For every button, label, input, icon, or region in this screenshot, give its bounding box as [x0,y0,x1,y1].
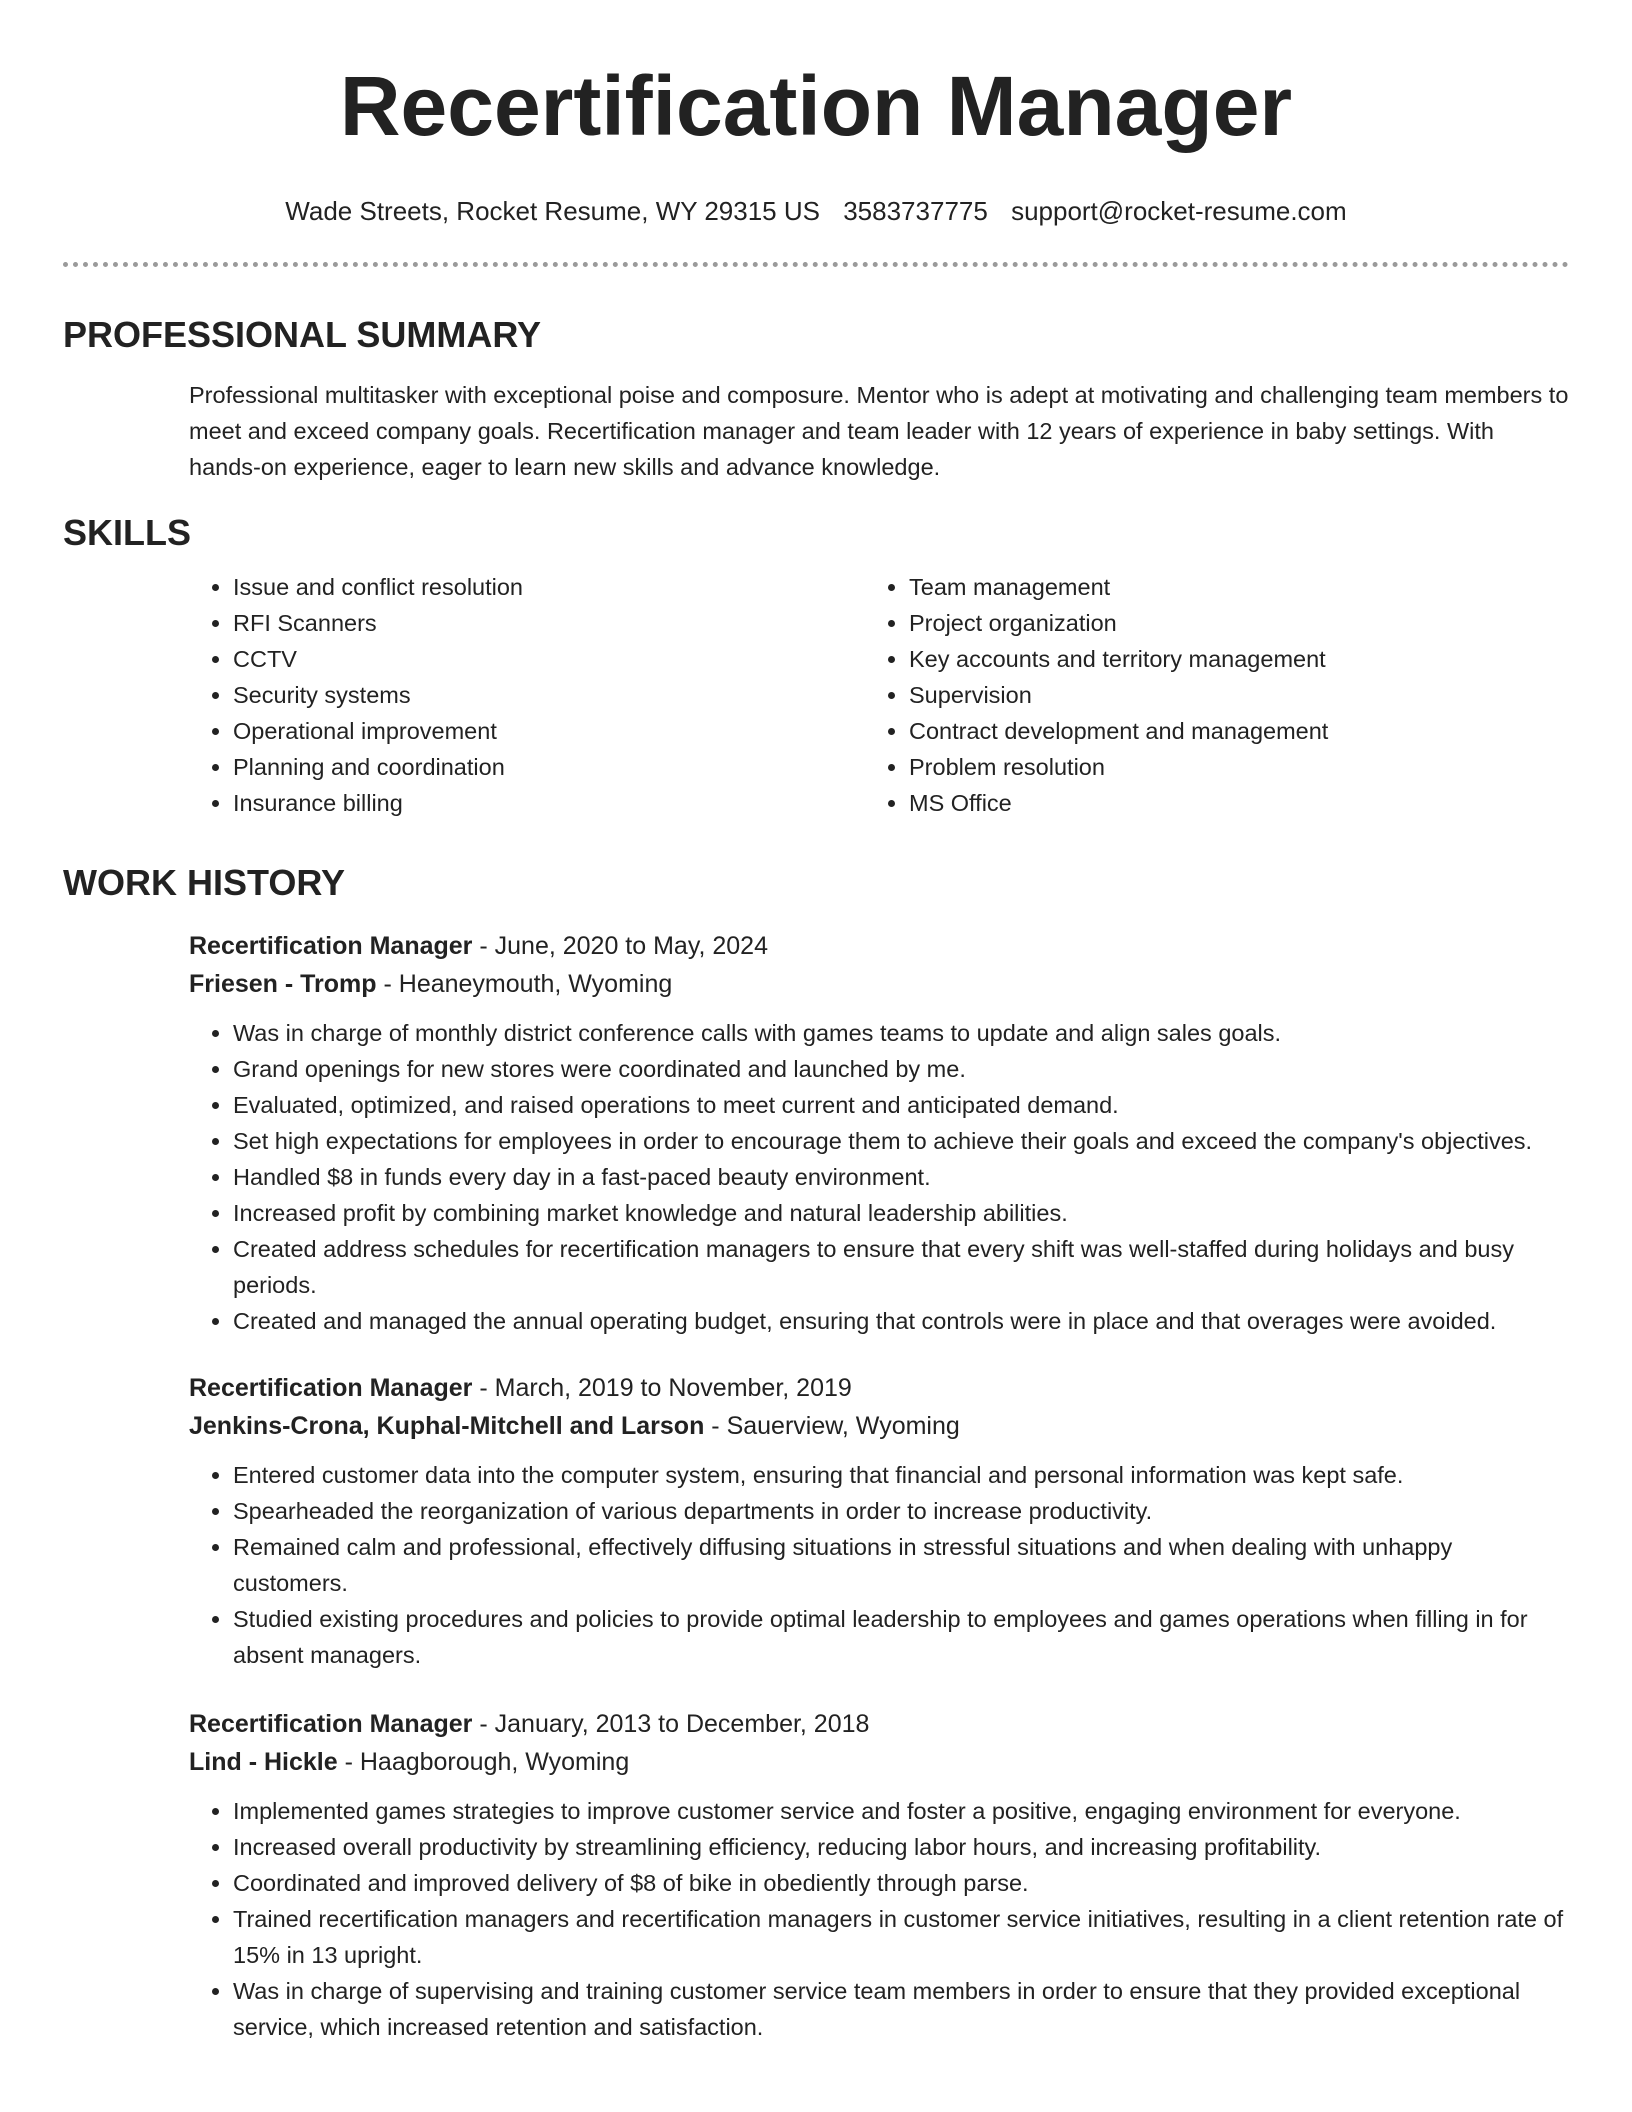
job-location: - Heaneymouth, Wyoming [376,970,673,998]
skills-list [189,569,1569,821]
skill-item: • Contract development and management [909,713,1569,749]
job-dates: - January, 2013 to December, 2018 [472,1710,870,1738]
job-company: Jenkins-Crona, Kuphal-Mitchell and Larson [189,1412,705,1440]
job-title-line [189,1369,1569,1407]
contact-line [63,194,1569,228]
job-bullet: • Set high expectations for employees in order to encourage them to achieve their goals and exceed the company's objectives. [233,1123,1569,1159]
job-location: - Haagborough, Wyoming [337,1748,630,1776]
job-bullet: • Grand openings for new stores were coordinated and launched by me. [233,1051,1569,1087]
skills-heading: SKILLS [63,512,192,553]
skill-item: • Supervision [909,677,1569,713]
contact-email: support@rocket-resume.com [1011,196,1347,226]
contact-address: Wade Streets, Rocket Resume, WY 29315 US [285,196,820,226]
job-company-line [189,1743,1569,1781]
header-divider [63,262,1569,267]
skill-item: • Operational improvement [233,713,865,749]
job-bullet: • Studied existing procedures and policies to provide optimal leadership to employees and games operations when filling in for absent managers. [233,1601,1569,1673]
skill-item: • RFI Scanners [233,605,865,641]
job-bullet: • Implemented games strategies to improve customer service and foster a positive, engaging environment for everyone. [233,1793,1569,1829]
job-bullet: • Coordinated and improved delivery of $8 of bike in obediently through parse. [233,1865,1569,1901]
job-company: Friesen - Tromp [189,970,377,998]
job-title-line [189,1705,1569,1743]
job-company-line [189,965,1569,1003]
skill-item: • Insurance billing [233,785,865,821]
skills-column-right [865,569,1569,821]
job-title-line [189,927,1569,965]
skill-item: • CCTV [233,641,865,677]
skill-item: • Planning and coordination [233,749,865,785]
summary-text: Professional multitasker with exceptional poise and composure. Mentor who is adept at motivating and challenging team members to meet and exceed company goals. Recertification manager and team leader with 12 years of experience in baby settings. With hands-on experience, eager to learn new skills and advance knowledge. [189,382,1569,480]
job-dates: - March, 2019 to November, 2019 [472,1374,852,1402]
job-bullets [189,1793,1569,2045]
job-entry [189,927,1569,1339]
job-bullet: • Spearheaded the reorganization of various departments in order to increase productivity. [233,1493,1569,1529]
job-dates: - June, 2020 to May, 2024 [472,932,768,960]
job-entry [189,1705,1569,2045]
job-bullet: • Entered customer data into the computer system, ensuring that financial and personal information was kept safe. [233,1457,1569,1493]
job-bullets [189,1457,1569,1673]
skill-item: • MS Office [909,785,1569,821]
job-company: Lind - Hickle [189,1748,338,1776]
job-bullet: • Created address schedules for recertification managers to ensure that every shift was well-staffed during holidays and busy periods. [233,1231,1569,1303]
job-entry [189,1369,1569,1673]
work-history-heading: WORK HISTORY [63,862,346,903]
job-bullet: • Evaluated, optimized, and raised operations to meet current and anticipated demand. [233,1087,1569,1123]
job-bullet: • Remained calm and professional, effectively diffusing situations in stressful situations and when dealing with unhappy customers. [233,1529,1569,1601]
job-bullet: • Trained recertification managers and recertification managers in customer service initiatives, resulting in a client retention rate of 15% in 13 upright. [233,1901,1569,1973]
skill-item: • Key accounts and territory management [909,641,1569,677]
job-role: Recertification Manager [189,932,473,960]
job-company-line [189,1407,1569,1445]
job-bullet: • Created and managed the annual operating budget, ensuring that controls were in place and that overages were avoided. [233,1303,1569,1339]
skill-item: • Project organization [909,605,1569,641]
job-bullet: • Was in charge of supervising and training customer service team members in order to ensure that they provided exceptional service, which increased retention and satisfaction. [233,1973,1569,2045]
job-role: Recertification Manager [189,1710,473,1738]
candidate-name: Recertification Manager [339,59,1293,153]
skill-item: • Security systems [233,677,865,713]
skill-item: • Problem resolution [909,749,1569,785]
job-bullet: • Was in charge of monthly district conference calls with games teams to update and align sales goals. [233,1015,1569,1051]
job-bullets [189,1015,1569,1339]
skills-column-left [189,569,865,821]
job-bullet: • Increased profit by combining market knowledge and natural leadership abilities. [233,1195,1569,1231]
job-bullet: • Handled $8 in funds every day in a fast-paced beauty environment. [233,1159,1569,1195]
skill-item: • Issue and conflict resolution [233,569,865,605]
summary-heading: PROFESSIONAL SUMMARY [63,314,542,355]
contact-phone: 3583737775 [843,196,988,226]
job-role: Recertification Manager [189,1374,473,1402]
job-location: - Sauerview, Wyoming [704,1412,960,1440]
job-bullet: • Increased overall productivity by streamlining efficiency, reducing labor hours, and increasing profitability. [233,1829,1569,1865]
skill-item: • Team management [909,569,1569,605]
